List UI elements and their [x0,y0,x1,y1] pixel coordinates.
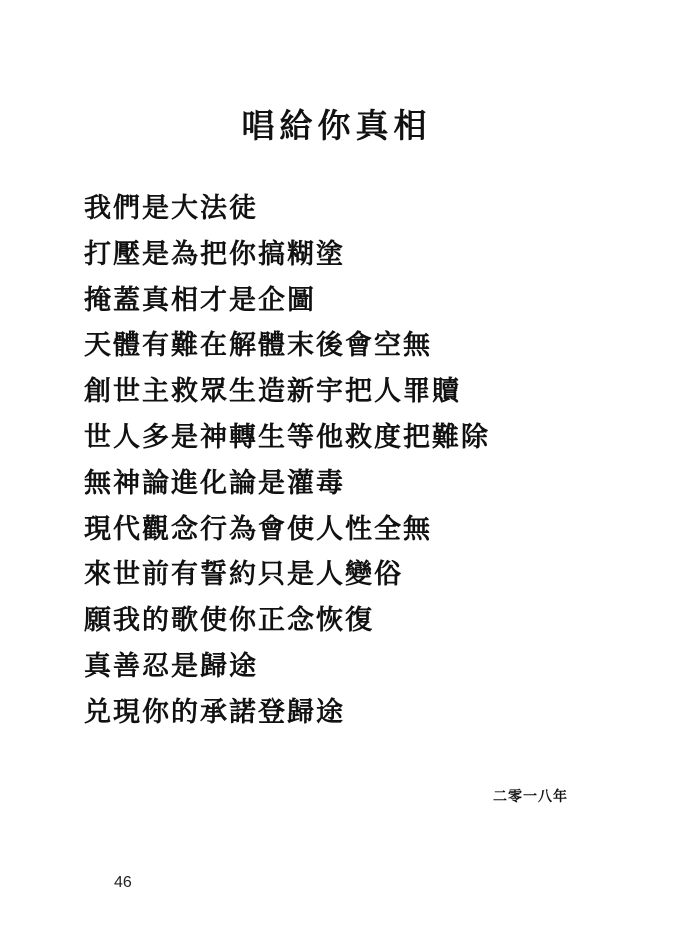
poem-line: 天體有難在解體末後會空無 [84,330,432,362]
poem-line: 創世主救眾生造新宇把人罪贖 [84,376,461,408]
poem-line: 來世前有誓約只是人變俗 [84,559,403,591]
poem-line: 無神論進化論是灌毒 [84,467,345,499]
poem-title: 唱給你真相 [241,106,432,145]
poem-line: 現代觀念行為會使人性全無 [84,513,432,545]
page-number: 46 [114,874,132,891]
poem-line: 兑現你的承諾登歸途 [84,696,345,728]
poem-line: 世人多是神轉生等他救度把難除 [84,421,490,453]
poem-body [84,186,490,736]
poem-line: 掩蓋真相才是企圖 [84,284,316,316]
poem-line: 真善忍是歸途 [84,650,258,682]
poem-line: 我們是大法徒 [84,193,258,224]
poem-date: 二零一八年 [493,789,568,805]
poem-line: 打壓是為把你搞糊塗 [84,238,345,270]
poem-line: 願我的歌使你正念恢復 [84,605,374,637]
